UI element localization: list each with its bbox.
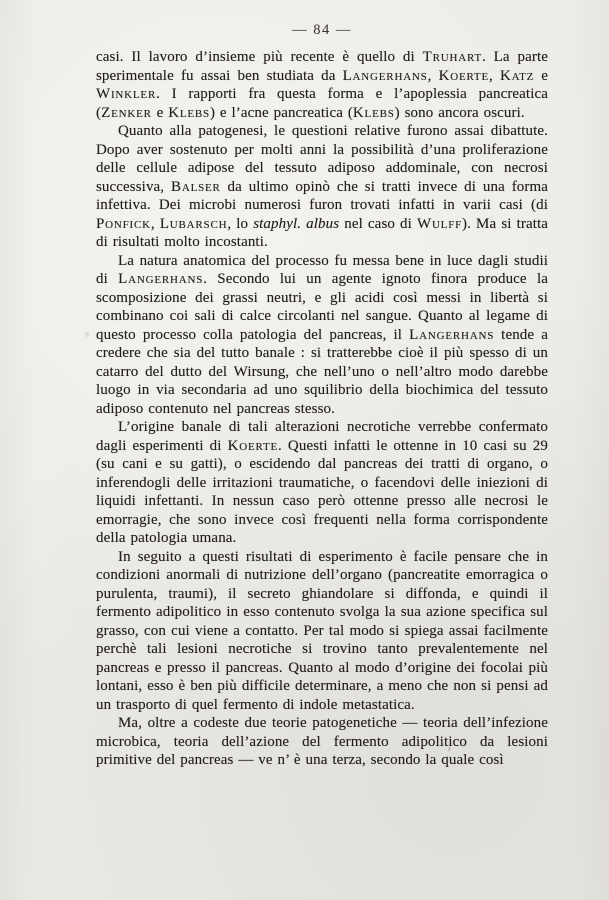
text-segment: e [151,104,169,121]
person-name: Koerte [227,437,279,454]
text-segment: La natura anatomica del processo fu messa bene in luce dagli studii di [96,252,548,287]
text-segment: Quanto alla patogenesi, le questioni relative furono assai dibattute. Dopo aver sostenuto per molti anni la possibilità d’una proliferazione delle cellule adipose del tessuto adiposo addominale, con necrosi successiva, [96,123,548,195]
text-segment: da ultimo opinò che si tratti invece di una forma infettiva. Dei microbi numerosi furon trovati infatti in varii casi (di [96,178,549,213]
person-name: Winkler [96,86,157,102]
page-text [96,48,548,770]
person-name: Katz [499,67,535,84]
person-name: Wulff [416,215,463,232]
text-segment: ) sono ancora oscuri. [394,104,525,121]
text-segment: e [534,67,549,84]
text-segment: L’origine banale di tali alterazioni necrotiche verrebbe confermato dagli esperimenti di [96,419,548,454]
paragraph [96,548,548,715]
person-name: Lubarsch [159,215,228,232]
text-segment: In seguito a questi risultati di esperimento è facile pensare che in condizioni anormali di nutrizione dell’organo (pancreatite emorragica o purulenta, traumi), il secreto ghiandolare si diffonda, e quindi il fermento adipolitico in esso contenuto svolga la sua azione specifica sul grasso, con cui viene a contatto. Per tal modo si spiega assai facilmente perchè tali lesioni necrotiche si trovino tanto prevalentemente nel pancreas e presso il pancreas. Quanto al modo d’origine dei focolai più lontani, esso è ben più difficile determinare, a meno che non si pensi ad un trasporto di quel fermento di indole metastatica. [96,548,548,713]
scan-speckle [448,747,451,751]
paragraph [96,714,548,770]
text-segment: ). Ma si tratta di risultati molto incostanti. [96,215,548,250]
paragraph [96,418,548,548]
person-name: Zenker [101,104,152,121]
text-segment: . La parte sperimentale fu assai ben studiata da [96,49,548,84]
text-segment: Ma, oltre a codeste due teorie patogenetiche — teoria dell’infezione microbica, teoria dell’azione del fermento adipolitico da lesioni primitive del pancreas — ve n’ è una terza, secondo la quale così [96,715,548,768]
person-name: Langerhans [409,326,495,343]
page-number: — 84 — [292,22,352,38]
text-segment: , lo [227,215,254,232]
person-name: Truhart [422,49,482,65]
paragraph [96,48,548,122]
text-segment: . Questi infatti le ottenne in 10 casi su 29 (su cani e su gatti), o escidendo dal pancreas dei tratti di organo, o inferendogli delle irritazioni traumatiche, o facendovi delle iniezioni di liquidi infettanti. In nessun caso però ottenne presso alle necrosi le emorragie, che sono invece così frequenti nella forma corrispondente della patologia umana. [96,437,548,546]
text-segment: nel caso di [339,215,417,232]
paragraph [96,252,548,419]
person-name: Balser [171,178,221,195]
italic-term: staphyl. albus [253,215,340,232]
text-segment: ) e l’acne pancreatica ( [209,104,353,121]
person-name: Koerte [438,67,489,84]
scan-speckle [292,496,294,498]
text-segment: . Secondo lui un agente ignoto finora produce la scomposizione dei grassi neutri, e gli acidi così messi in libertà si combinano coi sali di calce circolanti nel sangue. Quanto al legame di questo processo colla patologia del pancreas, il [96,271,548,343]
scan-speckle [519,636,521,638]
text-segment: , [427,67,439,84]
text-segment: . I rapporti fra questa forma e l’apoplessia pancreatica ( [96,86,548,121]
person-name: Klebs [352,104,395,121]
text-segment: tende a credere che sia del tutto banale : si tratterebbe cioè il più spesso di un catarro del dutto del Wirsung, che nell’uno o nell’altro modo darebbe luogo in via secondaria ad uno squilibrio della biochimica del tessuto adiposo contenuto nel pancreas stesso. [96,326,548,417]
person-name: Ponfick [96,215,151,232]
paragraph [96,122,548,252]
scan-speckle [85,332,89,337]
text-segment: , [150,215,160,232]
person-name: Langerhans [118,271,204,287]
person-name: Langerhans [342,67,428,84]
person-name: Klebs [168,104,210,121]
text-segment: casi. Il lavoro d’insieme più recente è quello di [96,49,423,65]
text-segment: , [488,67,500,84]
